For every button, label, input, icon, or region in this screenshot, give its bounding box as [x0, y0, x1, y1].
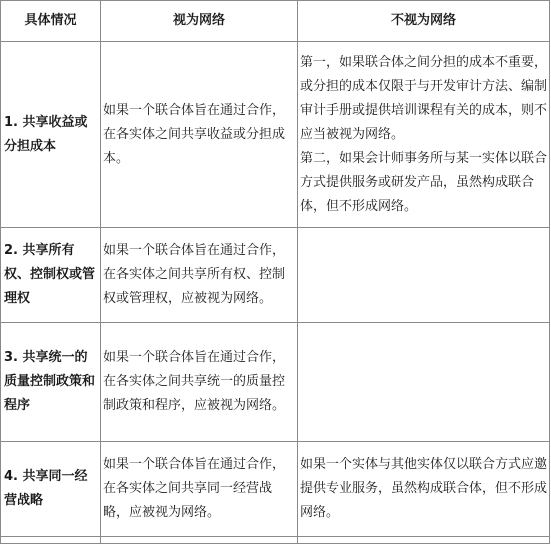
not-network-paragraph: 如果一个实体与其他实体仅以联合方式应邀提供专业服务，虽然构成联合体，但不形成网络。	[300, 457, 548, 520]
table-row	[1, 442, 550, 537]
row-not-network-cell	[298, 228, 550, 323]
row-category: 1. 共享收益或分担成本	[1, 42, 101, 228]
header-not-network: 不视为网络	[298, 1, 550, 42]
row-not-network-cell	[298, 323, 550, 442]
row-network-text: 如果一个联合体旨在通过合作，在各实体之间共享所有权、控制权或管理权，应被视为网络。	[101, 228, 298, 323]
cutoff-cell	[298, 537, 550, 544]
not-network-paragraph: 第一，如果联合体之间分担的成本不重要，或分担的成本仅限于与开发审计方法、编制审计手册或提供培训课程有关的成本，则不应当被视为网络。	[300, 54, 548, 142]
table-row	[1, 42, 550, 228]
row-network-text: 如果一个联合体旨在通过合作，在各实体之间共享同一经营战略，应被视为网络。	[101, 442, 298, 537]
cutoff-cell	[1, 537, 101, 544]
header-situation: 具体情况	[1, 1, 101, 42]
row-category: 2. 共享所有权、控制权或管理权	[1, 228, 101, 323]
table-row	[1, 323, 550, 442]
row-not-network-cell	[298, 442, 550, 537]
not-network-paragraph: 第二，如果会计师事务所与某一实体以联合方式提供服务或研发产品，虽然构成联合体，但不形成网络。	[300, 150, 548, 214]
table-row	[1, 228, 550, 323]
row-network-text: 如果一个联合体旨在通过合作，在各实体之间共享收益或分担成本。	[101, 42, 298, 228]
header-row	[1, 1, 550, 42]
header-network: 视为网络	[101, 1, 298, 42]
row-not-network-cell	[298, 42, 550, 228]
table-row-cutoff	[1, 537, 550, 544]
row-category: 3. 共享统一的质量控制政策和程序	[1, 323, 101, 442]
row-category: 4. 共享同一经营战略	[1, 442, 101, 537]
row-network-text: 如果一个联合体旨在通过合作，在各实体之间共享统一的质量控制政策和程序，应被视为网络。	[101, 323, 298, 442]
cutoff-cell	[101, 537, 298, 544]
